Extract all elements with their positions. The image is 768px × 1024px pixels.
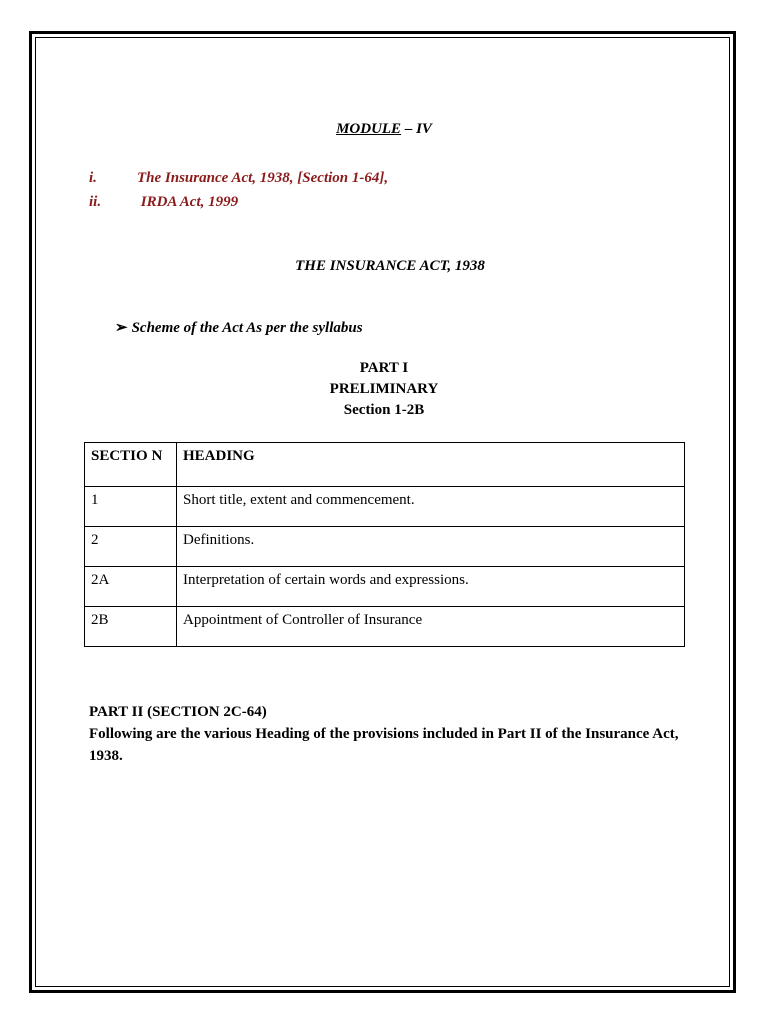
row-section: 2B — [85, 607, 177, 647]
list-item-1-number: i. — [89, 170, 97, 186]
part2-block — [89, 701, 689, 767]
scheme-text: Scheme of the Act As per the syllabus — [131, 320, 363, 336]
row-heading: Interpretation of certain words and expressions. — [177, 567, 685, 607]
module-title — [0, 121, 768, 138]
table-row — [85, 607, 685, 647]
header-heading: HEADING — [177, 443, 685, 487]
row-heading: Short title, extent and commencement. — [177, 487, 685, 527]
row-section: 1 — [85, 487, 177, 527]
row-section: 2 — [85, 527, 177, 567]
table-row — [85, 487, 685, 527]
module-suffix: – IV — [401, 121, 432, 137]
table-row — [85, 527, 685, 567]
part2-text: Following are the various Heading of the provisions included in Part II of the Insurance Act, 1938. — [89, 726, 679, 764]
table-header-row — [85, 443, 685, 487]
act-title: THE INSURANCE ACT, 1938 — [295, 258, 485, 274]
sections-table — [84, 442, 685, 647]
list-item-2-text: IRDA Act, 1999 — [137, 194, 239, 210]
arrow-bullet-icon: ➢ — [115, 320, 128, 336]
part1-sections: Section 1-2B — [343, 402, 425, 418]
part1-title: PART I — [359, 360, 409, 376]
scheme-bullet-item — [115, 318, 363, 337]
part1-subtitle: PRELIMINARY — [329, 381, 439, 397]
row-section: 2A — [85, 567, 177, 607]
row-heading: Definitions. — [177, 527, 685, 567]
module-prefix: MODULE — [336, 121, 402, 137]
header-section: SECTIO N — [85, 443, 177, 487]
list-item-1 — [89, 170, 388, 187]
row-heading: Appointment of Controller of Insurance — [177, 607, 685, 647]
list-item-2 — [89, 194, 238, 211]
list-item-1-text: The Insurance Act, 1938, [Section 1-64], — [137, 170, 389, 186]
part2-title: PART II (SECTION 2C-64) — [89, 704, 267, 720]
table-row — [85, 567, 685, 607]
list-item-2-number: ii. — [89, 194, 102, 210]
